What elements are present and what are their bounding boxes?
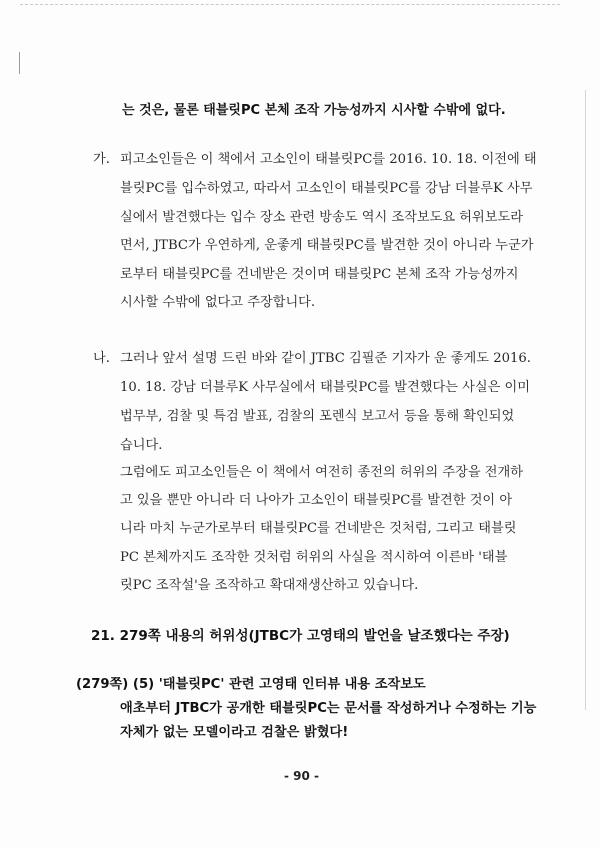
scan-edge-left [19, 52, 20, 74]
section-ga-line-6: 시사할 수밖에 없다고 주장합니다. [120, 295, 316, 310]
section-ga-line-1: 피고소인들은 이 책에서 고소인이 태블릿PC를 2016. 10. 18. 이전에 태 [120, 152, 537, 167]
top-statement: 는 것은, 물론 태블릿PC 본체 조작 가능성까지 시사할 수밖에 없다. [122, 103, 506, 118]
quote-line-3: 자체가 없는 모델이라고 검찰은 밝혔다! [120, 725, 349, 740]
section-ga-line-3: 실에서 발견했다는 입수 장소 관련 방송도 역시 조작보도요 허위보도라 [120, 210, 523, 225]
section-21-heading: 21. 279쪽 내용의 허위성(JTBC가 고영태의 발언을 날조했다는 주장) [91, 628, 510, 644]
section-na-line-2: 10. 18. 강남 더블루K 사무실에서 태블릿PC를 발견했다는 사실은 이미 [120, 380, 531, 395]
scan-edge-right [585, 90, 586, 710]
quote-line-2: 애초부터 JTBC가 공개한 태블릿PC는 문서를 작성하거나 수정하는 기능 [120, 701, 537, 716]
section-ga-line-4: 면서, JTBC가 우연하게, 운좋게 태블릿PC를 발견한 것이 아니라 누군가 [120, 238, 534, 253]
scan-edge-top [20, 4, 560, 6]
section-na-para2-line-3: 니라 마치 누군가로부터 태블릿PC를 건네받은 것처럼, 그리고 태블릿 [120, 521, 517, 536]
section-na-line-4: 습니다. [120, 438, 163, 453]
section-ga-marker: 가. [93, 152, 110, 167]
section-ga-line-2: 블릿PC를 입수하였고, 따라서 고소인이 태블릿PC를 강남 더블루K 사무 [120, 181, 533, 196]
quote-line-1: (279쪽) (5) '태블릿PC' 관련 고영태 인터뷰 내용 조작보도 [76, 677, 426, 692]
section-na-para2-line-2: 고 있을 뿐만 아니라 더 나아가 고소인이 태블릿PC를 발견한 것이 아 [120, 493, 513, 508]
section-na-para2-line-5: 릿PC 조작설'을 조작하고 확대재생산하고 있습니다. [120, 578, 419, 593]
section-na-line-1: 그러나 앞서 설명 드린 바와 같이 JTBC 김필준 기자가 운 좋게도 2016. [120, 351, 531, 366]
section-na-para2-line-1: 그럼에도 피고소인들은 이 책에서 여전히 종전의 허위의 주장을 전개하 [120, 465, 523, 480]
section-na-line-3: 법무부, 검찰 및 특검 발표, 검찰의 포렌식 보고서 등을 통해 확인되었 [120, 409, 515, 424]
section-ga-line-5: 로부터 태블릿PC를 건네받은 것이며 태블릿PC 본체 조작 가능성까지 [120, 267, 519, 282]
section-na-marker: 나. [93, 351, 110, 366]
page-number: - 90 - [284, 769, 320, 783]
section-na-para2-line-4: PC 본체까지도 조작한 것처럼 허위의 사실을 적시하여 이른바 '태블 [120, 550, 508, 565]
